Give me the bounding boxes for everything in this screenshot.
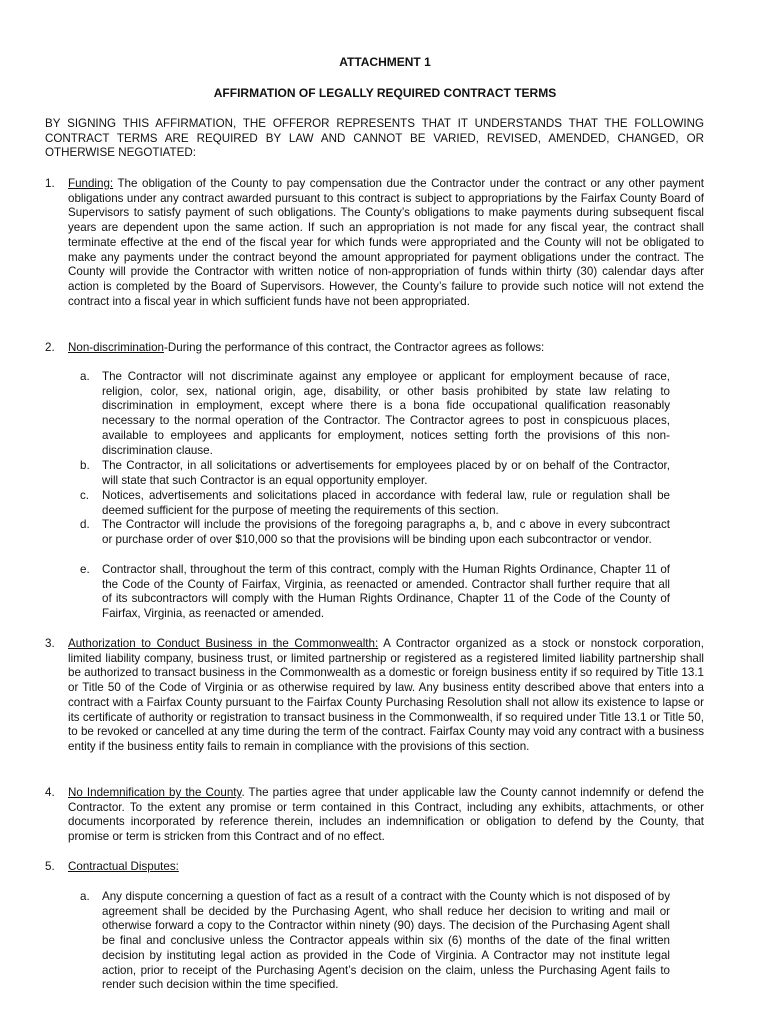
disputes-item-a bbox=[80, 890, 670, 993]
nondiscrimination-item-e bbox=[80, 563, 670, 622]
section-number: 5. bbox=[45, 860, 55, 873]
section-text: The obligation of the County to pay compensation due the Contractor under the contract or any other payment obligations under any contract awarded pursuant to this contract is subject to appropriations by the Fairfax County Board of Supervisors to satisfy payment of such obligations. The County’s obligations to make payments during subsequent fiscal years are dependent upon the same action. If such an appropriation is not made for any fiscal year, the contract shall terminate effective at the end of the fiscal year for which funds were appropriated and the County will not be obligated to make any payments under the contract beyond the amount appropriated for payment obligations under the contract. The County will provide the Contractor with written notice of non-appropriation of funds within thirty (30) calendar days after action is completed by the Board of Supervisors. However, the County’s failure to provide such notice will not extend the contract into a fiscal year in which sufficient funds have not been appropriated. bbox=[68, 177, 704, 308]
section-heading: Funding: bbox=[68, 177, 114, 190]
item-letter: d. bbox=[80, 518, 90, 531]
section-number: 3. bbox=[45, 637, 55, 650]
section-heading: Non-discrimination bbox=[68, 341, 165, 354]
item-letter: c. bbox=[80, 489, 90, 502]
section-heading: Authorization to Conduct Business in the Commonwealth: bbox=[68, 637, 379, 650]
section-body bbox=[68, 341, 704, 356]
section-no-indemnification bbox=[45, 786, 704, 845]
section-text: . The parties agree that under applicable law the County cannot indemnify or defend the Contractor. To the extent any promise or term contained in this Contract, including any exhibits, attachments, or other documents incorporated by reference therein, includes an indemnification or obligation to defend by the County, that promise or term is stricken from this Contract and of no effect. bbox=[68, 786, 704, 844]
section-contractual-disputes bbox=[45, 860, 704, 875]
section-body bbox=[68, 177, 704, 309]
section-body bbox=[68, 860, 704, 875]
item-letter: a. bbox=[80, 370, 90, 383]
document-title: AFFIRMATION OF LEGALLY REQUIRED CONTRACT TERMS bbox=[213, 86, 557, 100]
nondiscrimination-item-c bbox=[80, 489, 670, 518]
item-text: Any dispute concerning a question of fact as a result of a contract with the County which is not disposed of by agreement shall be decided by the Purchasing Agent, who shall reduce her decision to writing and mail or otherwise forward a copy to the Contractor within ninety (90) days. The decision of the Purchasing Agent shall be final and conclusive unless the Contractor appeals within six (6) months of the date of the final written decision by instituting legal action as provided in the Code of Virginia. A Contractor may not institute legal action, prior to receipt of the Purchasing Agent’s decision on the claim, unless the Purchasing Agent fails to render such decision within the time specified. bbox=[102, 890, 670, 992]
attachment-title: ATTACHMENT 1 bbox=[339, 55, 431, 69]
item-letter: a. bbox=[80, 890, 90, 903]
preamble-paragraph: BY SIGNING THIS AFFIRMATION, THE OFFEROR REPRESENTS THAT IT UNDERSTANDS THAT THE FOLLOWING CONTRACT TERMS ARE REQUIRED BY LAW AND CANNOT BE VARIED, REVISED, AMENDED, CHANGED, OR OTHERWISE NEGOTIATED: bbox=[45, 117, 704, 160]
section-nondiscrimination bbox=[45, 341, 704, 356]
section-number: 1. bbox=[45, 177, 55, 190]
section-funding bbox=[45, 177, 704, 309]
item-text: The Contractor will not discriminate against any employee or applicant for employment because of race, religion, color, sex, national origin, age, disability, or other basis prohibited by state law relating to discrimination in employment, except where there is a bona fide occupational qualification reasonably necessary to the normal operation of the Contractor. The Contractor agrees to post in conspicuous places, available to employees and applicants for employment, notices setting forth the provisions of this non-discrimination clause. bbox=[102, 370, 670, 457]
item-letter: b. bbox=[80, 459, 90, 472]
item-text: The Contractor will include the provisions of the foregoing paragraphs a, b, and c above in every subcontract or purchase order of over $10,000 so that the provisions will be binding upon each subcontractor or vendor. bbox=[102, 518, 670, 546]
section-body bbox=[68, 786, 704, 845]
section-text: A Contractor organized as a stock or nonstock corporation, limited liability company, business trust, or limited partnership or registered as a registered limited liability partnership shall be authorized to transact business in the Commonwealth as a domestic or foreign business entity if so required by Title 13.1 or Title 50 of the Code of Virginia or as otherwise required by law. Any business entity described above that enters into a contract with a Fairfax County pursuant to the Fairfax County Purchasing Resolution shall not allow its existence to lapse or its certificate of authority or registration to transact business in the Commonwealth, if so required under Title 13.1 or Title 50, to be revoked or cancelled at any time during the term of the contract. Fairfax County may void any contract with a business entity if the business entity fails to remain in compliance with the provisions of this section. bbox=[68, 637, 704, 753]
nondiscrimination-item-a bbox=[80, 370, 670, 458]
section-body bbox=[68, 637, 704, 755]
item-letter: e. bbox=[80, 563, 90, 576]
section-number: 2. bbox=[45, 341, 55, 354]
nondiscrimination-item-d bbox=[80, 518, 670, 547]
nondiscrimination-item-b bbox=[80, 459, 670, 488]
section-authorization bbox=[45, 637, 704, 755]
section-heading: No Indemnification by the County bbox=[68, 786, 242, 799]
section-number: 4. bbox=[45, 786, 55, 799]
item-text: Contractor shall, throughout the term of this contract, comply with the Human Rights Ordinance, Chapter 11 of the Code of the County of Fairfax, Virginia, as reenacted or amended. Contractor shall further require that all of its subcontractors will comply with the Human Rights Ordinance, Chapter 11 of the Code of the County of Fairfax, Virginia, as reenacted or amended. bbox=[102, 563, 670, 621]
section-heading: Contractual Disputes: bbox=[68, 860, 179, 873]
item-text: Notices, advertisements and solicitations placed in accordance with federal law, rule or regulation shall be deemed sufficient for the purpose of meeting the requirements of this section. bbox=[102, 489, 670, 517]
item-text: The Contractor, in all solicitations or advertisements for employees placed by or on behalf of the Contractor, will state that such Contractor is an equal opportunity employer. bbox=[102, 459, 670, 487]
section-text: -During the performance of this contract, the Contractor agrees as follows: bbox=[164, 341, 545, 354]
